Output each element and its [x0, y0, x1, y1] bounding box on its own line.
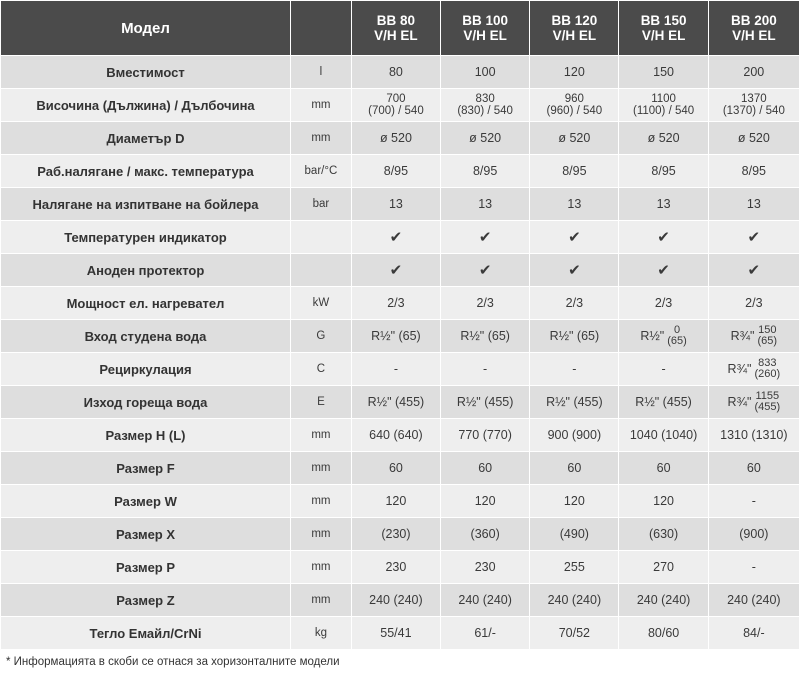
- value-with-sub: R¾" 150 (65): [730, 324, 778, 347]
- row-label: Размер W: [1, 485, 291, 518]
- cell-value: [441, 89, 530, 122]
- row-label: Размер P: [1, 551, 291, 584]
- table-row: [1, 551, 800, 584]
- cell-value: 120: [530, 56, 619, 89]
- stacked-value: 700 (700) / 540: [368, 93, 424, 117]
- cell-value: 2/3: [441, 287, 530, 320]
- cell-value: 61/-: [441, 617, 530, 650]
- row-unit: [290, 254, 351, 287]
- cell-value: ø 520: [708, 122, 799, 155]
- table-row: [1, 56, 800, 89]
- header-model-4: [708, 1, 799, 56]
- value-with-sub: R¾" 833 (260): [727, 357, 781, 380]
- cell-value: 8/95: [708, 155, 799, 188]
- row-label: Размер F: [1, 452, 291, 485]
- cell-value: 60: [619, 452, 708, 485]
- row-label: Рециркулация: [1, 353, 291, 386]
- cell-value: 8/95: [351, 155, 440, 188]
- value-with-sub: R¾" 1155 (455): [727, 390, 781, 413]
- row-label: Мощност ел. нагревател: [1, 287, 291, 320]
- cell-value: 240 (240): [351, 584, 440, 617]
- cell-value: (630): [619, 518, 708, 551]
- cell-value: 770 (770): [441, 419, 530, 452]
- table-body: [1, 56, 800, 650]
- stacked-value: 1100 (1100) / 540: [632, 93, 695, 117]
- stacked-value: 830 (830) / 540: [457, 93, 513, 117]
- header-model-3: [619, 1, 708, 56]
- row-label: Вместимост: [1, 56, 291, 89]
- table-row: [1, 419, 800, 452]
- cell-value: 2/3: [619, 287, 708, 320]
- header-model-label: Модел: [1, 1, 291, 56]
- checkmark-icon: ✔: [441, 254, 530, 287]
- cell-value: [619, 320, 708, 353]
- cell-value: [708, 89, 799, 122]
- cell-value: 120: [619, 485, 708, 518]
- cell-value: 120: [351, 485, 440, 518]
- row-label: Налягане на изпитване на бойлера: [1, 188, 291, 221]
- row-unit: [290, 221, 351, 254]
- cell-value: 200: [708, 56, 799, 89]
- table-row: [1, 221, 800, 254]
- cell-value: 120: [441, 485, 530, 518]
- table-row: [1, 122, 800, 155]
- cell-value: ø 520: [351, 122, 440, 155]
- cell-value: R½" (455): [351, 386, 440, 419]
- cell-value: 1310 (1310): [708, 419, 799, 452]
- cell-value: ø 520: [441, 122, 530, 155]
- table-row: [1, 584, 800, 617]
- cell-value: 13: [441, 188, 530, 221]
- row-unit: mm: [290, 419, 351, 452]
- checkmark-icon: ✔: [708, 254, 799, 287]
- cell-value: ø 520: [619, 122, 708, 155]
- header-model-3-line1: BB 150: [640, 13, 687, 28]
- cell-value: ø 520: [530, 122, 619, 155]
- checkmark-icon: ✔: [351, 254, 440, 287]
- cell-value: R½" (65): [441, 320, 530, 353]
- header-model-4-line2: V/H EL: [732, 28, 776, 43]
- cell-value: (900): [708, 518, 799, 551]
- header-model-0-line1: BB 80: [376, 13, 416, 28]
- cell-value: (230): [351, 518, 440, 551]
- header-model-0: [351, 1, 440, 56]
- cell-value: 240 (240): [708, 584, 799, 617]
- cell-value: 60: [441, 452, 530, 485]
- header-model-0-line2: V/H EL: [374, 28, 418, 43]
- row-unit: mm: [290, 485, 351, 518]
- cell-value: 60: [351, 452, 440, 485]
- cell-value: 230: [441, 551, 530, 584]
- row-label: Вход студена вода: [1, 320, 291, 353]
- cell-value: 55/41: [351, 617, 440, 650]
- cell-value: -: [619, 353, 708, 386]
- row-label: Температурен индикатор: [1, 221, 291, 254]
- cell-value: 70/52: [530, 617, 619, 650]
- cell-value: R½" (455): [441, 386, 530, 419]
- cell-value: (490): [530, 518, 619, 551]
- cell-value: 240 (240): [530, 584, 619, 617]
- table-row: [1, 89, 800, 122]
- cell-value: 8/95: [441, 155, 530, 188]
- row-unit: mm: [290, 584, 351, 617]
- cell-value: 900 (900): [530, 419, 619, 452]
- table-row: [1, 452, 800, 485]
- header-unit: [290, 1, 351, 56]
- cell-value: 13: [708, 188, 799, 221]
- table-row: [1, 320, 800, 353]
- cell-value: 8/95: [530, 155, 619, 188]
- row-label: Изход гореща вода: [1, 386, 291, 419]
- cell-value: 84/-: [708, 617, 799, 650]
- header-model-4-line1: BB 200: [730, 13, 777, 28]
- checkmark-icon: ✔: [619, 254, 708, 287]
- cell-value: -: [351, 353, 440, 386]
- cell-value: [619, 89, 708, 122]
- cell-value: R½" (455): [619, 386, 708, 419]
- row-unit: G: [290, 320, 351, 353]
- row-label: Тегло Емайл/CrNi: [1, 617, 291, 650]
- cell-value: 240 (240): [441, 584, 530, 617]
- cell-value: R½" (455): [530, 386, 619, 419]
- row-label: Аноден протектор: [1, 254, 291, 287]
- cell-value: 120: [530, 485, 619, 518]
- header-model-2-line1: BB 120: [551, 13, 598, 28]
- row-unit: E: [290, 386, 351, 419]
- cell-value: [708, 320, 799, 353]
- checkmark-icon: ✔: [708, 221, 799, 254]
- cell-value: 270: [619, 551, 708, 584]
- checkmark-icon: ✔: [619, 221, 708, 254]
- cell-value: 640 (640): [351, 419, 440, 452]
- row-unit: mm: [290, 518, 351, 551]
- cell-value: 8/95: [619, 155, 708, 188]
- cell-value: 60: [708, 452, 799, 485]
- row-unit: bar/°C: [290, 155, 351, 188]
- header-model-2: [530, 1, 619, 56]
- header-model-1-line2: V/H EL: [463, 28, 507, 43]
- cell-value: 13: [619, 188, 708, 221]
- row-label: Диаметър D: [1, 122, 291, 155]
- row-unit: mm: [290, 452, 351, 485]
- checkmark-icon: ✔: [441, 221, 530, 254]
- row-unit: kg: [290, 617, 351, 650]
- cell-value: 150: [619, 56, 708, 89]
- cell-value: (360): [441, 518, 530, 551]
- cell-value: 60: [530, 452, 619, 485]
- row-label: Размер H (L): [1, 419, 291, 452]
- cell-value: [351, 89, 440, 122]
- footnote: * Информацията в скоби се отнася за хоризонталните модели: [6, 656, 340, 668]
- cell-value: 255: [530, 551, 619, 584]
- row-unit: mm: [290, 122, 351, 155]
- cell-value: 2/3: [351, 287, 440, 320]
- checkmark-icon: ✔: [530, 254, 619, 287]
- cell-value: 2/3: [530, 287, 619, 320]
- value-with-sub: R½" 0 (65): [640, 324, 687, 347]
- checkmark-icon: ✔: [530, 221, 619, 254]
- table-header: [1, 1, 800, 56]
- checkmark-icon: ✔: [351, 221, 440, 254]
- table-row: [1, 353, 800, 386]
- table-row: [1, 254, 800, 287]
- row-label: Височина (Дължина) / Дълбочина: [1, 89, 291, 122]
- header-model-3-line2: V/H EL: [641, 28, 686, 43]
- header-model-2-line2: V/H EL: [552, 28, 597, 43]
- cell-value: -: [708, 485, 799, 518]
- header-model-1: [441, 1, 530, 56]
- row-label: Размер Z: [1, 584, 291, 617]
- table-row: [1, 518, 800, 551]
- cell-value: 13: [351, 188, 440, 221]
- cell-value: [530, 89, 619, 122]
- cell-value: 240 (240): [619, 584, 708, 617]
- cell-value: -: [530, 353, 619, 386]
- cell-value: R½" (65): [530, 320, 619, 353]
- stacked-value: 960 (960) / 540: [546, 93, 603, 117]
- cell-value: 13: [530, 188, 619, 221]
- cell-value: [708, 353, 799, 386]
- table-row: [1, 485, 800, 518]
- cell-value: 100: [441, 56, 530, 89]
- cell-value: -: [441, 353, 530, 386]
- cell-value: [708, 386, 799, 419]
- row-unit: C: [290, 353, 351, 386]
- table-row: [1, 155, 800, 188]
- row-unit: mm: [290, 89, 351, 122]
- stacked-value: 1370 (1370) / 540: [722, 93, 785, 117]
- table-row: [1, 386, 800, 419]
- row-unit: l: [290, 56, 351, 89]
- table-row: [1, 287, 800, 320]
- table-row: [1, 617, 800, 650]
- table-row: [1, 188, 800, 221]
- header-model-1-line1: BB 100: [462, 13, 509, 28]
- header-row: [1, 1, 800, 56]
- row-unit: bar: [290, 188, 351, 221]
- cell-value: 1040 (1040): [619, 419, 708, 452]
- row-unit: mm: [290, 551, 351, 584]
- row-label: Размер X: [1, 518, 291, 551]
- cell-value: R½" (65): [351, 320, 440, 353]
- row-unit: kW: [290, 287, 351, 320]
- cell-value: 80/60: [619, 617, 708, 650]
- cell-value: 230: [351, 551, 440, 584]
- cell-value: 80: [351, 56, 440, 89]
- row-label: Раб.налягане / макс. температура: [1, 155, 291, 188]
- cell-value: -: [708, 551, 799, 584]
- cell-value: 2/3: [708, 287, 799, 320]
